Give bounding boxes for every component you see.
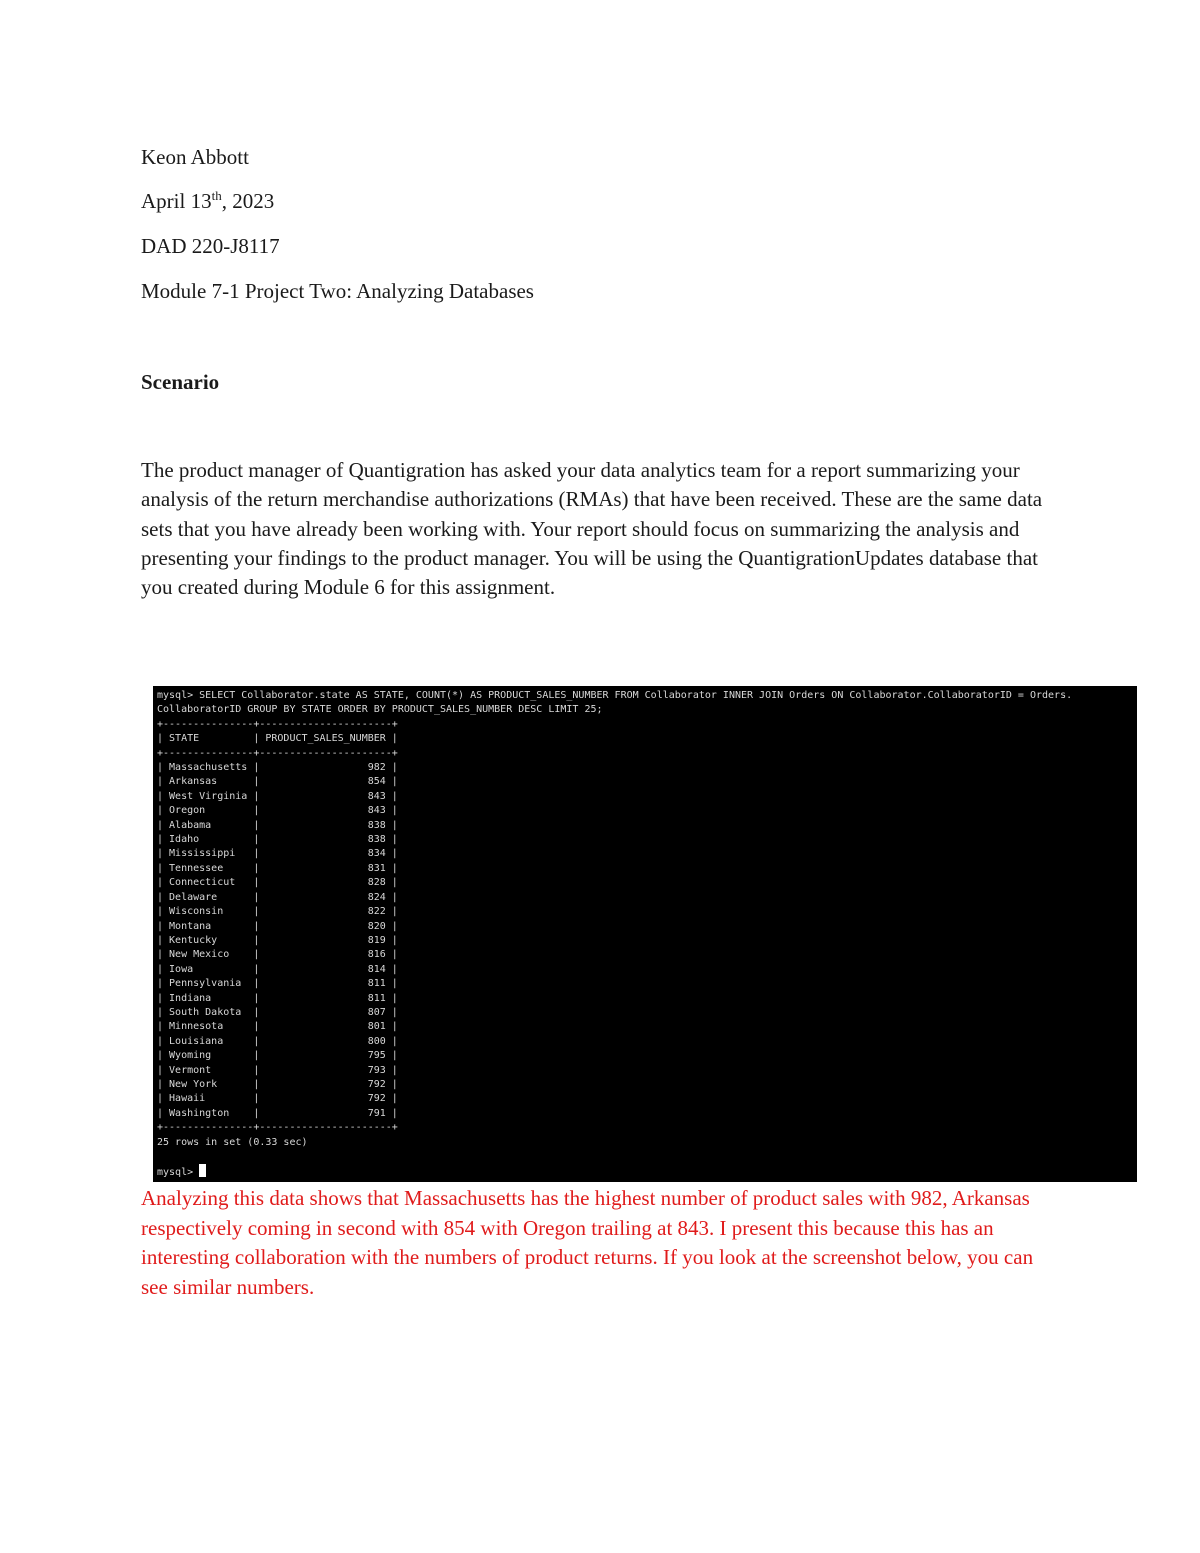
table-row: | Washington | 791 |: [157, 1107, 398, 1119]
table-border: +---------------+----------------------+: [157, 747, 398, 759]
table-row: | New York | 792 |: [157, 1078, 398, 1090]
mysql-terminal-screenshot: [153, 686, 1137, 1182]
table-row: | Pennsylvania | 811 |: [157, 978, 398, 990]
date-superscript: th: [211, 188, 222, 203]
table-row: | Connecticut | 828 |: [157, 877, 398, 889]
sql-query-line: mysql> SELECT Collaborator.state AS STATE, COUNT(*) AS PRODUCT_SALES_NUMBER FROM Collaborator INNER JOIN Orders ON Collaborator.CollaboratorID = Orders.: [157, 690, 1073, 701]
table-row: | Kentucky | 819 |: [157, 934, 398, 946]
table-row: | South Dakota | 807 |: [157, 1006, 398, 1018]
table-row: | Mississippi | 834 |: [157, 848, 398, 860]
table-row: | Louisiana | 800 |: [157, 1035, 398, 1047]
table-row: | Wyoming | 795 |: [157, 1050, 398, 1062]
analysis-paragraph: Analyzing this data shows that Massachusetts has the highest number of product sales with 982, Arkansas respectively coming in second with 854 with Oregon trailing at 843. I present this because this has an interesting collaboration with the numbers of product returns. If you look at the screenshot below, you can see similar numbers.: [141, 1186, 1034, 1299]
table-header-row: | STATE | PRODUCT_SALES_NUMBER |: [157, 733, 398, 745]
table-row: | Montana | 820 |: [157, 920, 398, 932]
scenario-paragraph: The product manager of Quantigration has asked your data analytics team for a report summarizing your analysis of the return merchandise authorizations (RMAs) that have been received. These are the same data sets that you have already been working with. Your report should focus on summarizing the analysis and presenting your findings to the product manager. You will be using the QuantigrationUpdates database that you created during Module 6 for this assignment.: [141, 458, 1043, 600]
table-row: | Oregon | 843 |: [157, 805, 398, 817]
table-row: | New Mexico | 816 |: [157, 949, 398, 961]
table-row: | Alabama | 838 |: [157, 819, 398, 831]
author-name: Keon Abbott: [141, 145, 249, 169]
query-summary: 25 rows in set (0.33 sec): [157, 1136, 308, 1148]
table-row: | Arkansas | 854 |: [157, 776, 398, 788]
table-row: | Hawaii | 792 |: [157, 1093, 398, 1105]
table-row: | Vermont | 793 |: [157, 1064, 398, 1076]
assignment-title: Module 7-1 Project Two: Analyzing Databases: [141, 279, 534, 303]
sql-query-line: CollaboratorID GROUP BY STATE ORDER BY PRODUCT_SALES_NUMBER DESC LIMIT 25;: [157, 704, 603, 716]
table-row: | Iowa | 814 |: [157, 963, 398, 975]
terminal-output: [153, 686, 1137, 1181]
table-row: | Indiana | 811 |: [157, 992, 398, 1004]
table-row: | Massachusetts | 982 |: [157, 762, 398, 774]
submission-date: [141, 188, 274, 214]
date-suffix: , 2023: [221, 189, 275, 213]
table-row: | West Virginia | 843 |: [157, 790, 398, 802]
terminal-cursor: [199, 1164, 206, 1177]
table-row: | Wisconsin | 822 |: [157, 906, 398, 918]
table-border: +---------------+----------------------+: [157, 1122, 398, 1134]
table-row: | Tennessee | 831 |: [157, 862, 398, 874]
table-border: +---------------+----------------------+: [157, 718, 398, 730]
table-row: | Idaho | 838 |: [157, 834, 398, 846]
scenario-heading: Scenario: [141, 370, 220, 394]
date-prefix: April 13: [141, 189, 212, 213]
course-code: DAD 220-J8117: [141, 234, 280, 258]
table-row: | Minnesota | 801 |: [157, 1021, 398, 1033]
mysql-prompt: mysql>: [157, 1167, 200, 1179]
table-row: | Delaware | 824 |: [157, 891, 398, 903]
